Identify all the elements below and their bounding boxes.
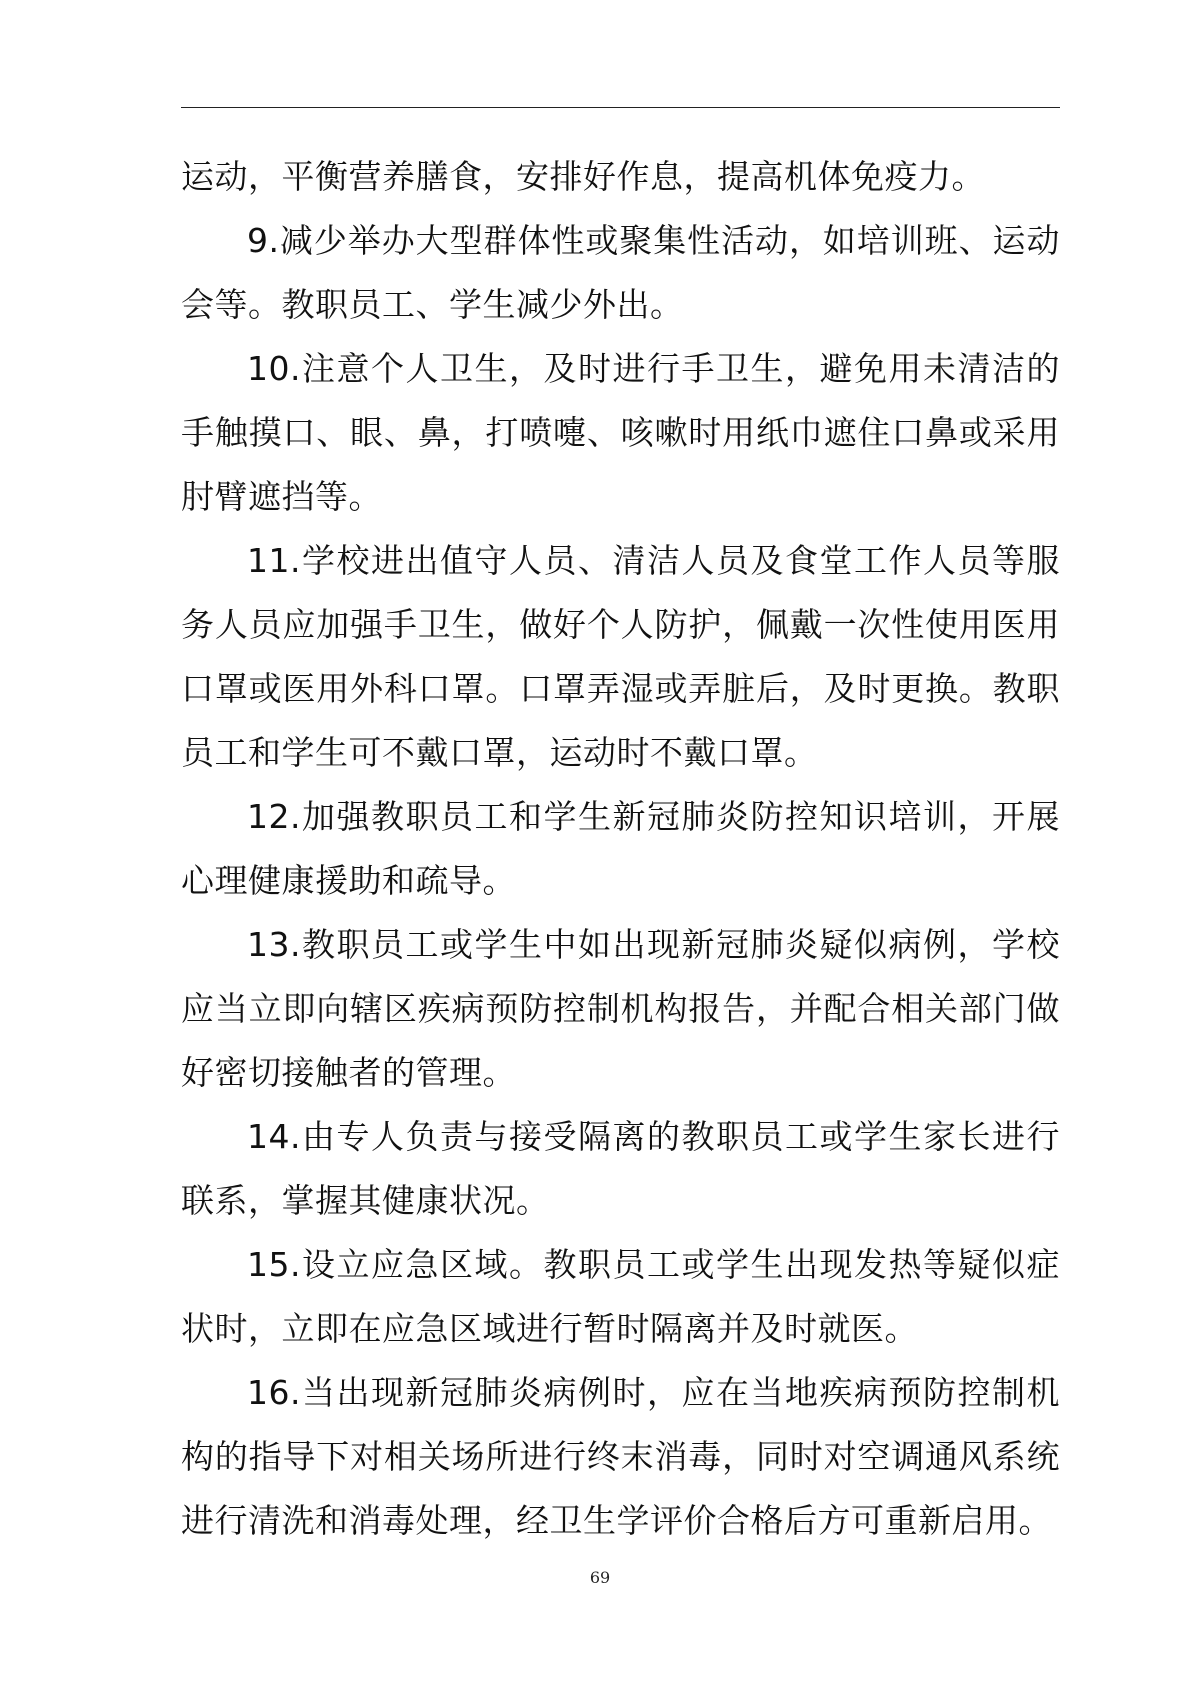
paragraph-continuation: 运动，平衡营养膳食，安排好作息，提高机体免疫力。: [181, 157, 985, 196]
paragraph-item-12: 12.加强教职员工和学生新冠肺炎防控知识培训，开展心理健康援助和疏导。: [181, 797, 1060, 900]
paragraph-item-16: 16.当出现新冠肺炎病例时，应在当地疾病预防控制机构的指导下对相关场所进行终末消毒，同时对空调通风系统进行清洗和消毒处理，经卫生学评价合格后方可重新启用。: [181, 1373, 1060, 1540]
paragraph-item-9: 9.减少举办大型群体性或聚集性活动，如培训班、运动会等。教职员工、学生减少外出。: [181, 221, 1060, 324]
paragraph-item-14: 14.由专人负责与接受隔离的教职员工或学生家长进行联系，掌握其健康状况。: [181, 1117, 1060, 1220]
paragraph-item-15: 15.设立应急区域。教职员工或学生出现发热等疑似症状时，立即在应急区域进行暂时隔离并及时就医。: [181, 1245, 1060, 1348]
paragraph-item-10: 10.注意个人卫生，及时进行手卫生，避免用未清洁的手触摸口、眼、鼻，打喷嚏、咳嗽时用纸巾遮住口鼻或采用肘臂遮挡等。: [181, 349, 1060, 516]
paragraph-item-13: 13.教职员工或学生中如出现新冠肺炎疑似病例，学校应当立即向辖区疾病预防控制机构报告，并配合相关部门做好密切接触者的管理。: [181, 925, 1060, 1092]
document-body: [181, 145, 1060, 1553]
header-rule: [181, 107, 1060, 108]
paragraph-item-11: 11.学校进出值守人员、清洁人员及食堂工作人员等服务人员应加强手卫生，做好个人防护，佩戴一次性使用医用口罩或医用外科口罩。口罩弄湿或弄脏后，及时更换。教职员工和学生可不戴口罩，运动时不戴口罩。: [181, 541, 1060, 772]
page-number: 69: [589, 1568, 611, 1587]
